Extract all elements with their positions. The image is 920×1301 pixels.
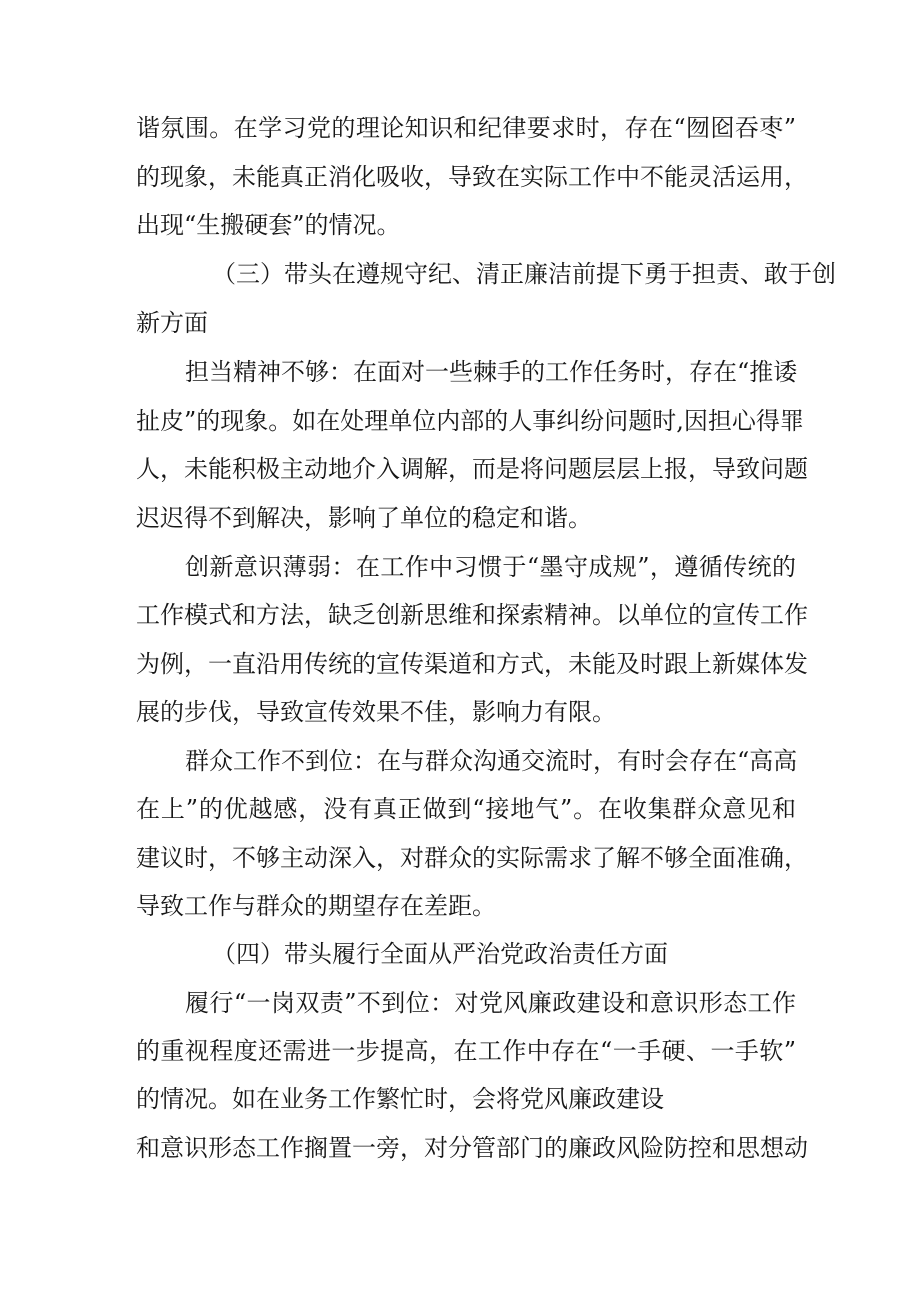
text-line: 的重视程度还需进一步提高，在工作中存在“一手硬、一手软” [136, 1037, 796, 1065]
text-line: 展的步伐，导致宣传效果不佳，影响力有限。 [136, 698, 616, 726]
section-heading: 新方面 [136, 309, 208, 337]
text-line: 的现象，未能真正消化吸收，导致在实际工作中不能灵活运用， [136, 163, 808, 191]
text-line: 在上”的优越感，没有真正做到“接地气”。在收集群众意见和 [136, 795, 796, 823]
text-line: 建议时，不够主动深入，对群众的实际需求了解不够全面准确， [136, 844, 808, 872]
text-line: 导致工作与群众的期望存在差距。 [136, 892, 496, 920]
text-line: 为例，一直沿用传统的宣传渠道和方式，未能及时跟上新媒体发 [136, 650, 808, 678]
text-line: 履行“一岗双责”不到位：对党风廉政建设和意识形态工作 [185, 989, 796, 1017]
section-heading: （四）带头履行全面从严治党政治责任方面 [212, 940, 668, 968]
text-line: 担当精神不够：在面对一些棘手的工作任务时，存在“推诿 [185, 358, 798, 386]
section-heading: （三）带头在遵规守纪、清正廉洁前提下勇于担责、敢于创 [212, 260, 836, 288]
text-line: 群众工作不到位：在与群众沟通交流时，有时会存在“高高 [185, 747, 798, 775]
text-line: 扯皮”的现象。如在处理单位内部的人事纠纷问题时,因担心得罪 [136, 407, 804, 435]
text-line: 谐氛围。在学习党的理论知识和纪律要求时，存在“囫囵吞枣” [136, 114, 796, 142]
text-line: 和意识形态工作搁置一旁，对分管部门的廉政风险防控和思想动 [136, 1134, 808, 1162]
text-line: 创新意识薄弱：在工作中习惯于“墨守成规”，遵循传统的 [185, 553, 796, 581]
text-line: 迟迟得不到解决，影响了单位的稳定和谐。 [136, 504, 592, 532]
text-line: 工作模式和方法，缺乏创新思维和探索精神。以单位的宣传工作 [136, 601, 808, 629]
text-line: 出现“生搬硬套”的情况。 [136, 211, 401, 239]
text-line: 人，未能积极主动地介入调解，而是将问题层层上报，导致问题 [136, 455, 808, 483]
text-line: 的情况。如在业务工作繁忙时，会将党风廉政建设 [136, 1085, 664, 1113]
